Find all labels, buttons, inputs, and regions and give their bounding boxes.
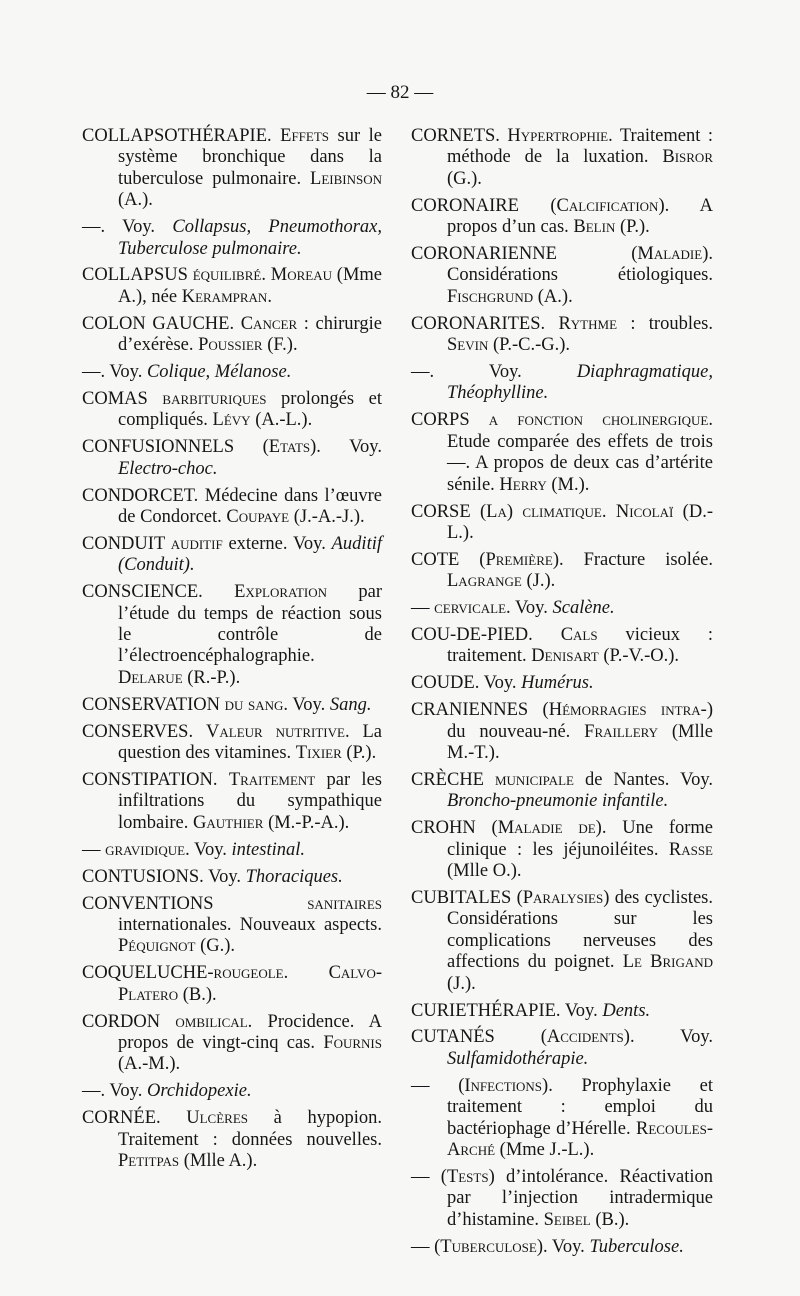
small-caps-text: Infections (464, 1075, 543, 1096)
entry-text: CONFUSIONNELS ( (82, 437, 269, 458)
entry-text: (B.). (178, 984, 217, 1005)
small-caps-text: Sevin (447, 335, 489, 356)
index-entry (82, 265, 382, 308)
small-caps-text: du sang (224, 694, 284, 715)
small-caps-text: Cals (560, 625, 598, 646)
index-entry (82, 722, 382, 765)
index-entry (411, 673, 713, 694)
small-caps-text: Gauthier (193, 812, 264, 833)
small-caps-text: Fournis (323, 1032, 382, 1053)
entry-text: CONSERVES. (82, 721, 206, 742)
index-column-right (411, 126, 713, 1264)
entry-text: COTE ( (411, 549, 486, 570)
index-entry (82, 867, 382, 888)
cross-reference: Electro-choc. (118, 458, 218, 479)
entry-text: CORONAIRE ( (411, 195, 557, 216)
index-entry (411, 1167, 713, 1231)
small-caps-text: gravidique (105, 839, 186, 860)
small-caps-text: Petitpas (118, 1150, 180, 1171)
small-caps-text: climatique (522, 501, 602, 522)
entry-text: ). Voy. (310, 437, 382, 458)
entry-text: (B.). (590, 1209, 630, 1230)
entry-text: ) du nouveau-né. (447, 700, 713, 742)
entry-text: par les infiltrations du sympathique lombaire. (118, 769, 382, 833)
cross-reference: Thoraciques. (245, 866, 343, 887)
small-caps-text: Nicolaï (615, 501, 674, 522)
small-caps-text: rougeole (213, 963, 284, 984)
entry-text: . Etude comparée des effets de trois —. A propos de deux cas d’artérite sénile. (447, 410, 713, 495)
entry-text: — ( (411, 1075, 465, 1096)
cross-reference: Orchidopexie. (146, 1081, 252, 1102)
entry-text: prolongés et compliqués. (118, 388, 382, 431)
entry-text: ). Voy. (623, 1027, 713, 1048)
index-entry (411, 314, 713, 357)
small-caps-text: ombilical (175, 1011, 248, 1032)
entry-text: CORNÉE. (82, 1108, 187, 1129)
entry-text: CUTANÉS ( (411, 1027, 547, 1048)
small-caps-text: Accidents (546, 1027, 624, 1048)
entry-text: (A.). (118, 190, 153, 211)
index-entry (82, 840, 382, 861)
entry-text: . (261, 265, 271, 286)
cross-reference: Scalène. (552, 598, 615, 619)
entry-text: CORDON (82, 1011, 176, 1032)
cross-reference: Sulfamidothérapie. (447, 1048, 589, 1069)
entry-text: CORPS (411, 410, 489, 431)
small-caps-text: Hypertrophie (507, 126, 609, 146)
cross-reference: Tuberculose. (589, 1236, 684, 1257)
index-entry (411, 818, 713, 882)
small-caps-text: Lévy (212, 410, 251, 431)
small-caps-text: Recoules-Arché (447, 1118, 713, 1160)
small-caps-text: Rasse (668, 839, 713, 860)
entry-text: (P.). (615, 217, 650, 238)
index-entry (411, 1076, 713, 1162)
entry-text: (M.). (546, 474, 590, 495)
entry-text: externe. Voy. (222, 533, 332, 554)
entry-text: de Nantes. Voy. (573, 769, 713, 790)
entry-text: : troubles. (617, 313, 713, 334)
index-entry (411, 888, 713, 995)
small-caps-text: Poussier (198, 335, 263, 356)
small-caps-text: Moreau (270, 265, 332, 286)
entry-text: CONSTIPATION. (82, 769, 229, 790)
small-caps-text: barbituriques (162, 388, 267, 409)
entry-text: CURIETHÉRAPIE. Voy. (411, 1000, 603, 1021)
entry-text: ). Fracture isolée. (552, 549, 713, 570)
entry-text: CORNETS. (411, 126, 508, 146)
entry-text: CONSERVATION (82, 694, 225, 715)
small-caps-text: cervicale (434, 598, 507, 619)
entry-text: (Mlle M.-T.). (447, 721, 713, 764)
entry-text: . (267, 286, 272, 307)
entry-text: CORSE ( (411, 501, 487, 522)
entry-text: internationales. Nouveaux aspects. (118, 914, 382, 935)
entry-text: à hypopion. Traitement : données nouvelles. (118, 1108, 382, 1150)
entry-text: . Voy. (283, 694, 330, 715)
index-entry (411, 1027, 713, 1070)
entry-text: —. Voy. (411, 362, 577, 383)
cross-reference: Humérus. (521, 673, 594, 694)
entry-text: CONVENTIONS (82, 893, 308, 914)
entry-text: (G.). (447, 168, 482, 189)
index-entry (82, 486, 382, 529)
index-entry (82, 582, 382, 689)
entry-text: (J.). (447, 973, 476, 994)
entry-text: (Mlle A.). (179, 1150, 258, 1171)
entry-text: (A.). (533, 286, 573, 307)
index-entry (411, 244, 713, 308)
index-entry (82, 314, 382, 357)
entry-text: ). Voy. (536, 1236, 590, 1257)
entry-text: (P.-C.-G.). (488, 335, 571, 356)
entry-text: . La question des vitamines. (118, 721, 382, 764)
small-caps-text: équilibré (192, 265, 262, 286)
small-caps-text: Etats (268, 437, 311, 458)
small-caps-text: Paralysies (522, 888, 604, 908)
entry-text: (A.-L.). (250, 410, 313, 431)
index-entry (411, 625, 713, 668)
small-caps-text: Calcification (556, 195, 659, 216)
small-caps-text: Belin (573, 217, 616, 238)
entry-text: CRANIENNES ( (411, 700, 549, 721)
cross-reference: intestinal. (231, 839, 306, 860)
small-caps-text: municipale (494, 769, 574, 790)
entry-text: (M.-P.-A.). (263, 812, 350, 833)
small-caps-text: Le Brigand (622, 952, 713, 973)
entry-text: CORONARIENNE ( (411, 244, 638, 265)
entry-text: CORONARITES. (411, 313, 559, 334)
index-entry (411, 502, 713, 545)
entry-text: COQUELUCHE- (82, 963, 214, 984)
cross-reference: Collapsus, Pneumothorax, Tuberculose pulmonaire. (118, 217, 382, 259)
index-entry (82, 963, 382, 1006)
entry-text: sur le système bronchique dans la tuberculose pulmonaire. (118, 126, 382, 189)
entry-text: (P.). (341, 743, 377, 764)
entry-text: (Mlle O.). (447, 861, 522, 882)
index-column-left (82, 126, 382, 1178)
index-entry (82, 437, 382, 480)
entry-text: . (601, 501, 616, 522)
index-entry (411, 410, 713, 496)
index-entry (82, 534, 382, 577)
entry-text: (R.-P.). (182, 667, 241, 688)
small-caps-text: Rythme (558, 313, 618, 334)
index-entry (411, 1001, 713, 1022)
entry-text: ) d’intolérance. Réactivation par l’injection intradermique d’histamine. (447, 1166, 713, 1230)
index-entry (411, 700, 713, 764)
entry-text: . Traitement : méthode de la luxation. (447, 126, 714, 168)
small-caps-text: Péquignot (118, 936, 196, 957)
entry-text: COLON GAUCHE. (82, 313, 241, 334)
entry-text: CROHN ( (411, 818, 498, 839)
entry-text: — (411, 598, 435, 619)
entry-text: ). Prophylaxie et traitement : emploi du bactériophage d’Hérelle. (447, 1075, 713, 1139)
small-caps-text: sanitaires (307, 893, 382, 914)
entry-text: —. Voy. (82, 362, 147, 383)
small-caps-text: Exploration (234, 582, 328, 603)
small-caps-text: Maladie (637, 244, 703, 265)
entry-text: . Voy. (506, 598, 553, 619)
entry-text: (A.-M.). (118, 1054, 181, 1075)
entry-text: COU-DE-PIED. (411, 625, 561, 646)
entry-text: (J.). (521, 571, 556, 592)
entry-text: CRÈCHE (411, 769, 495, 790)
index-entry (411, 1237, 713, 1258)
small-caps-text: Tuberculose (440, 1236, 537, 1257)
cross-reference: Broncho-pneumonie infantile. (447, 791, 669, 812)
entry-text: . Procidence. A propos de vingt-cinq cas. (118, 1011, 382, 1053)
small-caps-text: Valeur nutritive (206, 721, 345, 742)
small-caps-text: Fraillery (584, 721, 659, 742)
small-caps-text: Effets (280, 126, 330, 146)
entry-text: CONDUIT (82, 533, 171, 554)
entry-text: COUDE. Voy. (411, 673, 522, 694)
entry-text: (Mme J.-L.). (495, 1139, 595, 1160)
entry-text: ). A propos d’un cas. (447, 195, 713, 238)
entry-text: . Voy. (185, 839, 232, 860)
small-caps-text: Première (485, 549, 553, 570)
entry-text: CONTUSIONS. Voy. (82, 866, 246, 887)
entry-text: ). Considérations étiologiques. (447, 244, 713, 286)
entry-text: COMAS (82, 388, 163, 409)
entry-text: (F.). (262, 335, 298, 356)
entry-text: (P.-V.-O.). (598, 646, 680, 667)
entry-text: — ( (411, 1236, 441, 1257)
cross-reference: Dents. (602, 1000, 651, 1021)
cross-reference: Colique, Mélanose. (146, 362, 292, 383)
entry-text: (D.-L.). (447, 501, 713, 543)
entry-text: (J.-A.-J.). (289, 507, 365, 527)
small-caps-text: Hémorragies intra- (548, 700, 707, 721)
small-caps-text: Herry (499, 474, 547, 495)
entry-text: CUBITALES ( (411, 888, 523, 908)
entry-text: . (283, 963, 329, 984)
small-caps-text: a fonction cholinergique (488, 410, 709, 431)
cross-reference: Diaphragmatique, Théophylline. (447, 362, 713, 404)
index-entry (82, 362, 382, 383)
small-caps-text: Lagrange (447, 571, 522, 592)
entry-text: (G.). (195, 936, 236, 957)
cross-reference: Auditif (Conduit). (118, 533, 382, 576)
index-entry (411, 362, 713, 405)
page-number: — 82 — (366, 82, 434, 103)
entry-text: COLLAPSOTHÉRAPIE. (82, 126, 281, 146)
entry-text: vicieux : traitement. (447, 625, 713, 667)
index-entry (82, 389, 382, 432)
entry-text: CONDORCET. Médecine dans l’œuvre de Condorcet. (82, 485, 382, 527)
index-entry (82, 695, 382, 716)
small-caps-text: Traitement (228, 769, 316, 790)
small-caps-text: Tixier (295, 743, 342, 764)
entry-text: ). Une forme clinique : les jéjunoiléites. (447, 818, 714, 860)
index-entry (411, 126, 713, 190)
small-caps-text: Leibinson (310, 168, 382, 189)
entry-text: — (82, 839, 106, 860)
small-caps-text: Denisart (531, 646, 599, 667)
index-entry (82, 894, 382, 958)
index-entry (411, 550, 713, 593)
index-entry (82, 770, 382, 834)
index-entry (82, 1012, 382, 1076)
entry-text: — ( (411, 1166, 447, 1187)
entry-text: —. Voy. (82, 217, 173, 238)
small-caps-text: Seibel (543, 1209, 591, 1230)
index-entry (411, 770, 713, 813)
small-caps-text: Maladie de (497, 818, 596, 839)
index-entry (82, 126, 382, 212)
entry-text: (Mme A.), née (118, 265, 383, 307)
small-caps-text: Delarue (118, 667, 183, 688)
small-caps-text: Fischgrund (447, 286, 534, 307)
index-entry (411, 196, 713, 239)
index-entry (82, 1108, 382, 1172)
entry-text: COLLAPSUS (82, 265, 193, 286)
entry-text: CONSCIENCE. (82, 582, 235, 603)
entry-text: ) des cyclistes. Considérations sur les complications nerveuses des affections du poignet. (447, 888, 713, 973)
entry-text: ) (506, 501, 523, 522)
small-caps-text: La (486, 501, 507, 522)
entry-text: —. Voy. (82, 1081, 147, 1102)
index-entry (411, 598, 713, 619)
small-caps-text: Ulcères (186, 1108, 249, 1129)
entry-text: : chirurgie d’exérèse. (118, 313, 382, 356)
small-caps-text: auditif (170, 533, 223, 554)
small-caps-text: Coupaye (226, 507, 290, 527)
cross-reference: Sang. (329, 694, 372, 715)
entry-text: par l’étude du temps de réaction sous le contrôle de l’électroencéphalographie. (118, 582, 383, 667)
small-caps-text: Tests (446, 1166, 489, 1187)
small-caps-text: Cancer (240, 313, 298, 334)
small-caps-text: Bisror (662, 147, 713, 168)
index-entry (82, 217, 382, 260)
small-caps-text: Kerampran (181, 286, 268, 307)
index-entry (82, 1081, 382, 1102)
small-caps-text: Calvo-Platero (118, 963, 382, 1005)
